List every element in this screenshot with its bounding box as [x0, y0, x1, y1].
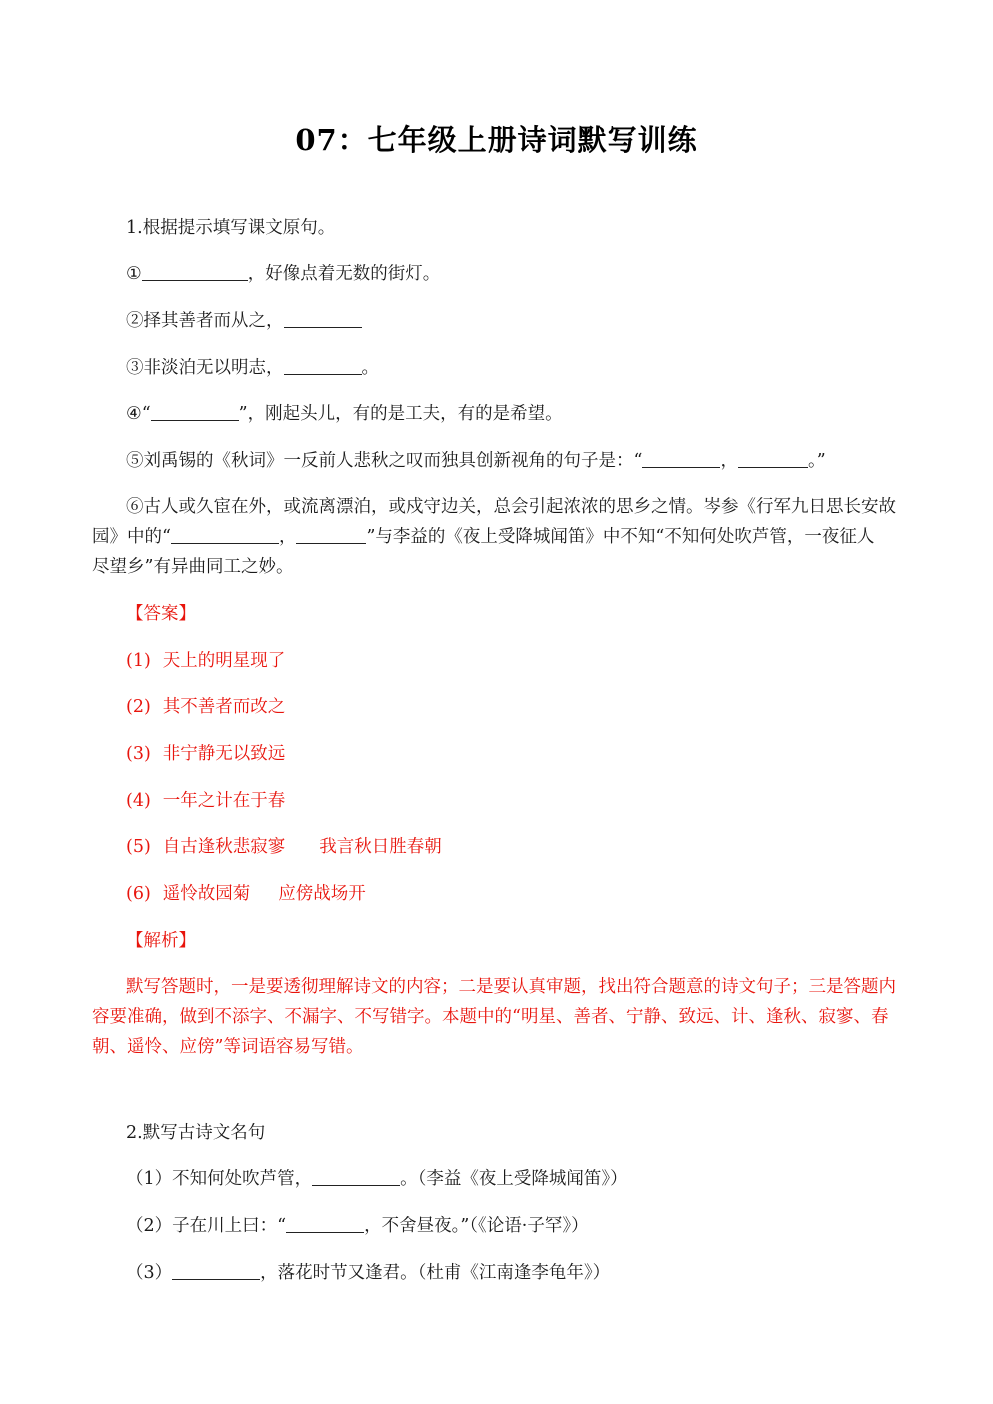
item-text: （1）不知何处吹芦管， — [126, 1169, 313, 1189]
item-text: （2）子在川上曰：“ — [126, 1216, 287, 1236]
blank-field[interactable] — [284, 307, 362, 328]
item-text: ，落花时节又逢君。（杜甫《江南逢李龟年》） — [260, 1263, 611, 1283]
answer-item — [126, 832, 442, 862]
blank-field[interactable] — [286, 1212, 364, 1233]
answer-text: 自古逢秋悲寂寥 — [162, 837, 286, 857]
analysis-line: 容要准确，做到不添字、不漏字、不写错字。本题中的“明星、善者、宁静、致远、计、逢秋、寂寥、春 — [92, 1007, 889, 1027]
item-text: ⑤刘禹锡的《秋词》一反前人悲秋之叹而独具创新视角的句子是：“ — [126, 451, 643, 471]
item-text: ， — [720, 451, 738, 471]
item-text: ”与李益的《夜上受降城闻笛》中不知“不知何处吹芦管，一夜征人 — [366, 527, 875, 547]
item-text-line: ⑥古人或久宦在外，或流离漂泊，或戍守边关，总会引起浓浓的思乡之情。岑参《行军九日思长安故 — [126, 497, 896, 517]
analysis-line: 朝、遥怜、应傍”等词语容易写错。 — [92, 1037, 364, 1057]
answer-number: (3) — [126, 744, 151, 764]
answer-heading: 【答案】 — [126, 604, 196, 624]
item-text: ，不舍昼夜。”（《论语·子罕》） — [364, 1216, 589, 1236]
question-1-item-5 — [126, 446, 826, 476]
blank-field[interactable] — [142, 260, 248, 281]
answer-text: 其不善者而改之 — [162, 697, 286, 717]
item-text: 。” — [807, 451, 826, 471]
item-text: ②择其善者而从之， — [126, 311, 284, 331]
analysis-heading: 【解析】 — [126, 931, 196, 951]
item-text: ”，刚起头儿，有的是工夫，有的是希望。 — [238, 404, 563, 424]
blank-field[interactable] — [296, 523, 366, 544]
answer-item — [126, 786, 285, 816]
question-1-item-1 — [126, 259, 440, 289]
answer-text-2: 应傍战场开 — [278, 884, 366, 904]
answer-item — [126, 879, 366, 909]
item-text: （3） — [126, 1263, 173, 1283]
item-text: 。（李益《夜上受降城闻笛》） — [400, 1169, 628, 1189]
answer-number: (4) — [126, 791, 151, 811]
item-text: ，好像点着无数的街灯。 — [247, 264, 441, 284]
answer-text-2: 我言秋日胜春朝 — [319, 837, 442, 857]
question-1-item-2 — [126, 306, 362, 336]
question-1-prompt: 1.根据提示填写课文原句。 — [126, 218, 336, 238]
answer-number: (1) — [126, 651, 151, 671]
answer-item — [126, 739, 285, 769]
answer-text: 遥怜故园菊 — [162, 884, 251, 904]
item-text: ④“ — [126, 404, 151, 424]
answer-text: 一年之计在于春 — [162, 791, 286, 811]
blank-field[interactable] — [284, 354, 362, 375]
question-1-item-6 — [92, 492, 898, 582]
answer-item — [126, 692, 285, 722]
analysis-line: 默写答题时，一是要透彻理解诗文的内容；二是要认真审题，找出符合题意的诗文句子；三是答题内 — [126, 977, 896, 997]
answer-number: (5) — [126, 837, 151, 857]
blank-field[interactable] — [171, 523, 279, 544]
answer-number: (6) — [126, 884, 151, 904]
question-2-item-3 — [126, 1258, 610, 1288]
blank-field[interactable] — [312, 1165, 400, 1186]
question-2-prompt: 2.默写古诗文名句 — [126, 1123, 266, 1143]
blank-field[interactable] — [151, 400, 239, 421]
answer-text: 天上的明星现了 — [162, 651, 286, 671]
question-1-item-4 — [126, 399, 563, 429]
item-text: 园》中的“ — [92, 527, 171, 547]
question-1-item-3 — [126, 353, 379, 383]
blank-field[interactable] — [738, 447, 808, 468]
question-2-item-1 — [126, 1164, 628, 1194]
item-text: ③非淡泊无以明志， — [126, 358, 284, 378]
question-2-item-2 — [126, 1211, 589, 1241]
blank-field[interactable] — [172, 1259, 260, 1280]
item-text-line: 尽望乡”有异曲同工之妙。 — [92, 557, 294, 577]
answer-number: (2) — [126, 697, 151, 717]
answer-text: 非宁静无以致远 — [162, 744, 286, 764]
answer-item — [126, 646, 285, 676]
item-text: 。 — [361, 358, 379, 378]
item-text-line — [92, 522, 898, 552]
item-number: ① — [126, 264, 142, 284]
blank-field[interactable] — [642, 447, 720, 468]
item-text: ， — [278, 527, 297, 547]
page-title: 07：七年级上册诗词默写训练 — [295, 123, 698, 157]
analysis-text — [92, 972, 898, 1062]
